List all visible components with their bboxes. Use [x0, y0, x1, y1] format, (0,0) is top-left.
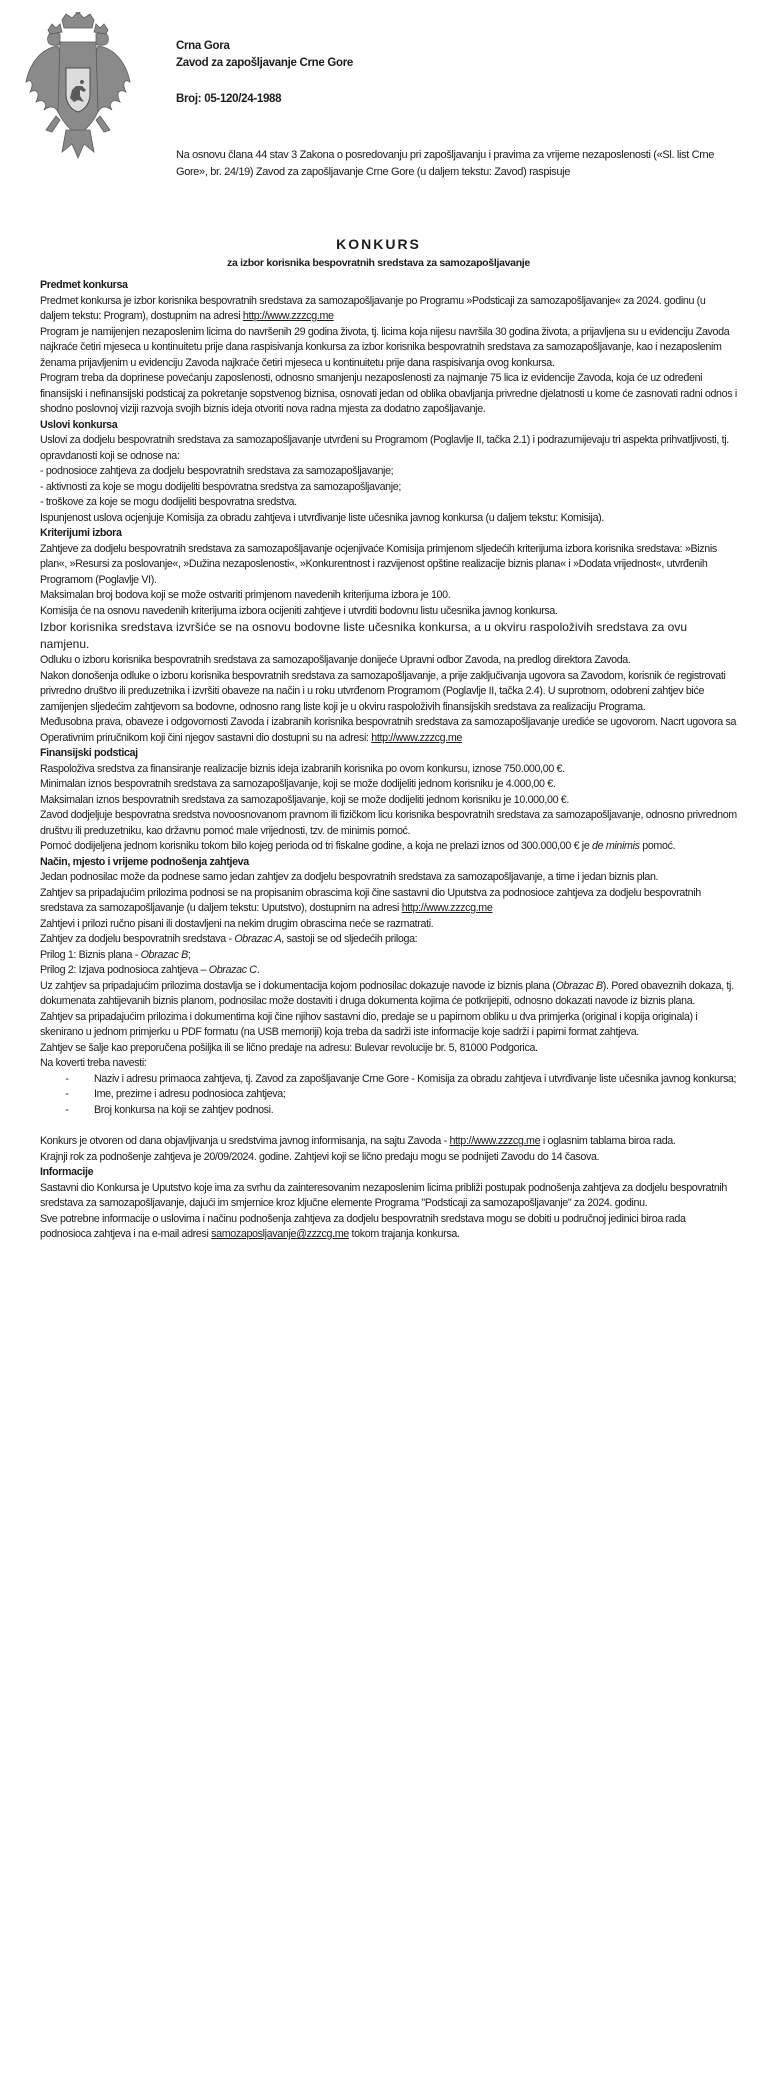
paragraph: Na koverti treba navesti:	[40, 1057, 147, 1069]
document-body	[40, 278, 737, 1243]
section-heading-nacin: Način, mjesto i vrijeme podnošenja zahtjeva	[40, 855, 249, 868]
paragraph: Zahtjev za dodjelu bespovratnih sredstava - Obrazac A, sastoji se od sljedećih priloga:	[40, 933, 418, 945]
zzzcg-link[interactable]: http://www.zzzcg.me	[449, 1135, 541, 1147]
paragraph: Konkurs je otvoren od dana objavljivanja u sredstvima javnog informisanja, na sajtu Zavoda - http://www.zzzcg.me i oglasnim tablama biroa rada.	[40, 1135, 676, 1147]
paragraph: Međusobna prava, obaveze i odgovornosti Zavoda i izabranih korisnika bespovratnih sredstava za samozapošljavanje urediće se ugovorom. Nacrt ugovora sa Operativnim priručnikom koji čini njegov sastavni dio dostupni su na adresi: http://www.zzzcg.me	[40, 716, 737, 744]
paragraph: Prilog 2: Izjava podnosioca zahtjeva – Obrazac C.	[40, 964, 260, 976]
paragraph: Predmet konkursa je izbor korisnika bespovratnih sredstava za samozapošljavanje po Programu »Podsticaji za samozapošljavanje« za 2024. godinu (u daljem tekstu: Program), dostupnim na adresi http://www.zzzcg.me	[40, 294, 706, 322]
paragraph: Zahtjev sa pripadajućim prilozima i dokumentima koji čine njihov sastavni dio, predaje se u papirnom obliku u dva primjerka (original i kopija originala) i skenirano u jednom primjerku u PDF formatu (na USB memoriji) koja treba da sadrži iste informacije koje sadrži i papirni format zahtjeva.	[40, 1010, 698, 1038]
section-heading-predmet: Predmet konkursa	[40, 279, 128, 291]
paragraph: Uz zahtjev sa pripadajućim prilozima dostavlja se i dokumentacija kojom podnosilac dokazuje navode iz biznis plana (Obrazac B). Pored obaveznih dokaza, tj. dokumenata zahtijevanih biznis planom, podnosilac može dostaviti i druga dokumenta kojima će potkrijepiti, odnosno dokazati navode iz biznis plana.	[40, 979, 734, 1007]
dash-list-item: - Ime, prezime i adresu podnosioca zahtjeva;	[65, 1088, 286, 1100]
document-subtitle: za izbor korisnika bespovratnih sredstava za samozapošljavanje	[227, 257, 530, 269]
paragraph: Krajnji rok za podnošenje zahtjeva je 20/09/2024. godine. Zahtjevi koji se lično predaju mogu se podnijeti Zavodu do 14 časova.	[40, 1150, 600, 1163]
paragraph: Komisija će na osnovu navedenih kriterijuma izbora ocijeniti zahtjeve i utvrditi bodovnu listu učesnika javnog konkursa.	[40, 604, 558, 617]
paragraph: Izbor korisnika sredstava izvršiće se na osnovu bodovne liste učesnika konkursa, a u okviru raspoloživih sredstava za ovu namjenu.	[40, 620, 687, 651]
dash-list-item: - Naziv i adresu primaoca zahtjeva, tj. Zavod za zapošljavanje Crne Gore - Komisija za obradu zahtjeva i utvrđivanje liste učesnika javnog konkursa;	[65, 1072, 737, 1085]
paragraph: Sve potrebne informacije o uslovima i načinu podnošenja zahtjeva za dodjelu bespovratnih sredstava mogu se dobiti u područnoj jedinici biroa rada podnosioca zahtjeva i na e-mail adresi samozaposljavanje@zzzcg.me tokom trajanja konkursa.	[40, 1212, 686, 1240]
section-heading-kriterijumi: Kriterijumi izbora	[40, 527, 122, 539]
paragraph: Minimalan iznos bespovratnih sredstava za samozapošljavanje, koji se može dodijeliti jednom korisniku je 4.000,00 €.	[40, 778, 556, 790]
paragraph: Odluku o izboru korisnika bespovratnih sredstava za samozapošljavanje donijeće Upravni odbor Zavoda, na predlog direktora Zavoda.	[40, 654, 631, 666]
document-title: KONKURS	[336, 236, 421, 252]
zzzcg-link[interactable]: http://www.zzzcg.me	[401, 902, 493, 914]
paragraph: Prilog 1: Biznis plana - Obrazac B;	[40, 948, 191, 961]
country-name: Crna Gora	[176, 40, 230, 52]
paragraph: Pomoć dodijeljena jednom korisniku tokom bilo kojeg perioda od tri fiskalne godine, a koja ne prelazi iznos od 300.000,00 € je de minimis pomoć.	[40, 840, 676, 852]
paragraph: Zahtjev se šalje kao preporučena pošiljka ili se lično predaje na adresu: Bulevar revolucije br. 5, 81000 Podgorica.	[40, 1041, 538, 1054]
email-link[interactable]: samozaposljavanje@zzzcg.me	[211, 1228, 349, 1240]
paragraph: Maksimalan iznos bespovratnih sredstava za samozapošljavanje, koji se može dodijeliti jednom korisniku je 10.000,00 €.	[40, 793, 570, 806]
paragraph: Uslovi za dodjelu bespovratnih sredstava za samozapošljavanje utvrđeni su Programom (Poglavlje II, tačka 2.1) i podrazumijevaju tri aspekta prihvatljivosti, tj. opravdanosti koji se odnose na:	[40, 434, 729, 462]
zzzcg-link[interactable]: http://www.zzzcg.me	[371, 731, 463, 744]
paragraph: Maksimalan broj bodova koji se može ostvariti primjenom navedenih kriterijuma izbora je 100.	[40, 589, 451, 601]
section-heading-finansijski: Finansijski podsticaj	[40, 747, 138, 759]
paragraph: Raspoloživa sredstva za finansiranje realizacije biznis ideja izabranih korisnika po ovom konkursu, iznose 750.000,00 €.	[40, 762, 565, 775]
intro-paragraph: Na osnovu člana 44 stav 3 Zakona o posredovanju pri zapošljavanju i pravima za vrijeme nezaposlenosti («Sl. list Crne Gore», br. 24/19) Zavod za zapošljavanje Crne Gore (u daljem tekstu: Zavod) raspisuje	[176, 149, 715, 178]
paragraph: Program treba da doprinese povećanju zaposlenosti, odnosno smanjenju nezaposlenosti za najmanje 75 lica iz evidencije Zavoda, koja će uz određeni finansijski i nefinansijski podsticaj za pokretanje sopstvenog biznisa, osnovati jedan od oblika obavljanja privredne djelatnosti u kome će zasnovati radni odnos i shodno poslovnoj viziji razvoja svojih biznis ideja otvoriti nova radna mjesta za dodatno zapošljavanje.	[40, 372, 737, 415]
list-item: - troškove za koje se mogu dodijeliti bespovratna sredstva.	[40, 496, 297, 508]
list-item: - podnosioce zahtjeva za dodjelu bespovratnih sredstava za samozapošljavanje;	[40, 465, 394, 477]
paragraph: Jedan podnosilac može da podnese samo jedan zahtjev za dodjelu bespovratnih sredstava za samozapošljavanje, a time i jedan biznis plan.	[40, 871, 659, 883]
paragraph: Sastavni dio Konkursa je Uputstvo koje ima za svrhu da zainteresovanim nezaposlenim licima približi postupak podnošenja zahtjeva za dodjelu bespovratnih sredstava za samozapošljavanje, dajući im smjernice kroz ključne elemente Programa "Podsticaji za samozapošljavanje" za 2024. godinu.	[40, 1181, 728, 1209]
section-heading-uslovi: Uslovi konkursa	[40, 418, 118, 431]
paragraph: Zahtjev sa pripadajućim prilozima podnosi se na propisanim obrascima koji čine sastavni dio Uputstva za podnosioce zahtjeva za dodjelu bespovratnih sredstava za samozapošljavanje (u daljem tekstu: Uputstvo), dostupnim na adresi http://www.zzzcg.me	[40, 886, 701, 914]
dash-list-item: - Broj konkursa na koji se zahtjev podnosi.	[65, 1103, 274, 1116]
zzzcg-link[interactable]: http://www.zzzcg.me	[242, 310, 334, 322]
section-heading-informacije: Informacije	[40, 1166, 94, 1178]
document-number: Broj: 05-120/24-1988	[176, 93, 282, 105]
list-item: - aktivnosti za koje se mogu dodijeliti bespovratna sredstva za samozapošljavanje;	[40, 480, 402, 493]
paragraph: Zahtjeve za dodjelu bespovratnih sredstava za samozapošljavanje ocjenjivaće Komisija primjenom sljedećih kriterijuma izbora korisnika sredstava: »Biznis plan«, »Resursi za poslovanje«, »Dužina nezaposlenosti«, »Konkurentnost i razvijenost opštine realizacije biznis plana« i »Dodata vrijednost«, utvrđenih Programom (Poglavlje VI).	[40, 542, 717, 586]
paragraph: Nakon donošenja odluke o izboru korisnika bespovratnih sredstava za samozapošljavanje, a prije zaključivanja ugovora sa Zavodom, korisnik će registrovati privredno društvo ili preduzetnika i izvršiti obaveze na način i u roku utvrđenom Programom (Poglavlje II, tačka 2.4). U suprotnom, odobreni zahtjev biće zamijenjen sljedećim zahtjevom sa bodovne, odnosno rang liste koji je u okviru raspoloživih finansijskih sredstava za realizaciju Programa.	[40, 669, 726, 713]
institution-name: Zavod za zapošljavanje Crne Gore	[176, 57, 354, 69]
paragraph: Ispunjenost uslova ocjenjuje Komisija za obradu zahtjeva i utvrđivanje liste učesnika javnog konkursa (u daljem tekstu: Komisija).	[40, 511, 605, 524]
paragraph: Zavod dodjeljuje bespovratna sredstva novoosnovanom pravnom ili fizičkom licu korisnika bespovratnih sredstava za samozapošljavanje, odnosno privrednom društvu ili preduzetniku, kao državnu pomoć male vrijednosti, tzv. de minimis pomoć.	[40, 809, 737, 837]
paragraph: Program je namijenjen nezaposlenim licima do navršenih 29 godina života, tj. licima koja nijesu navršila 30 godina života, a prijavljena su u evidenciju Zavoda najkraće četiri mjeseca u kontinuitetu prije dana raspisivanja konkursa za izbor korisnika bespovratnih sredstava za samozapošljavanje, kao i nezaposlenim ženama prijavljenim u evidenciju Zavoda najkraće četiri mjeseca u kontinuitetu prije dana raspisivanja ovog konkursa.	[40, 325, 730, 369]
paragraph: Zahtjevi i prilozi ručno pisani ili dostavljeni na nekim drugim obrascima neće se razmatrati.	[40, 917, 434, 930]
montenegro-coat-of-arms	[22, 12, 134, 162]
